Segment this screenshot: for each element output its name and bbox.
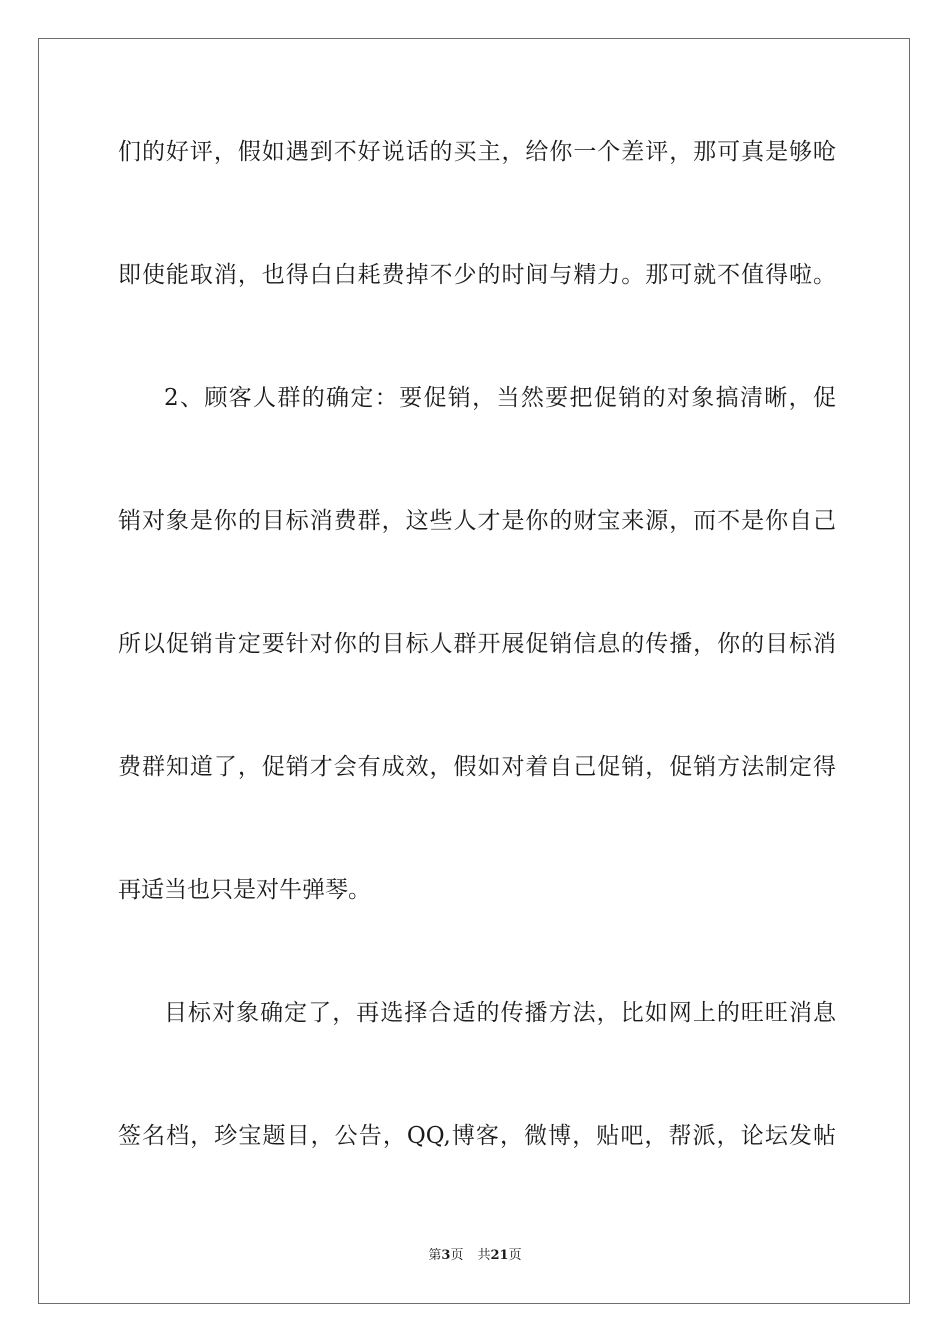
body-line-9: 签名档，珍宝题目，公告，QQ,博客，微博，贴吧，帮派，论坛发帖 <box>118 1123 836 1149</box>
body-line-4: 销对象是你的目标消费群，这些人才是你的财宝来源，而不是你自己 <box>118 508 836 534</box>
body-line-5: 所以促销肯定要针对你的目标人群开展促销信息的传播，你的目标消 <box>118 631 836 657</box>
body-line-8: 目标对象确定了，再选择合适的传播方法，比如网上的旺旺消息 <box>164 1000 836 1026</box>
footer-page-prefix: 第 <box>428 1248 442 1263</box>
body-line-7: 再适当也只是对牛弹琴。 <box>118 877 371 903</box>
page-border <box>38 38 910 1304</box>
footer-total-prefix: 共 <box>477 1248 491 1263</box>
footer-page-total: 21 <box>490 1248 509 1263</box>
footer-page-suffix: 页 <box>450 1248 464 1263</box>
body-line-6: 费群知道了，促销才会有成效，假如对着自己促销，促销方法制定得 <box>118 754 836 780</box>
footer-page-current: 3 <box>441 1248 451 1263</box>
footer-total-suffix: 页 <box>508 1248 522 1263</box>
body-line-1: 们的好评，假如遇到不好说话的买主，给你一个差评，那可真是够呛 <box>118 139 836 165</box>
body-line-2: 即使能取消，也得白白耗费掉不少的时间与精力。那可就不值得啦。 <box>118 262 836 288</box>
page-footer <box>0 1247 950 1265</box>
body-line-3: 2、顾客人群的确定：要促销，当然要把促销的对象搞清晰，促 <box>164 385 836 411</box>
